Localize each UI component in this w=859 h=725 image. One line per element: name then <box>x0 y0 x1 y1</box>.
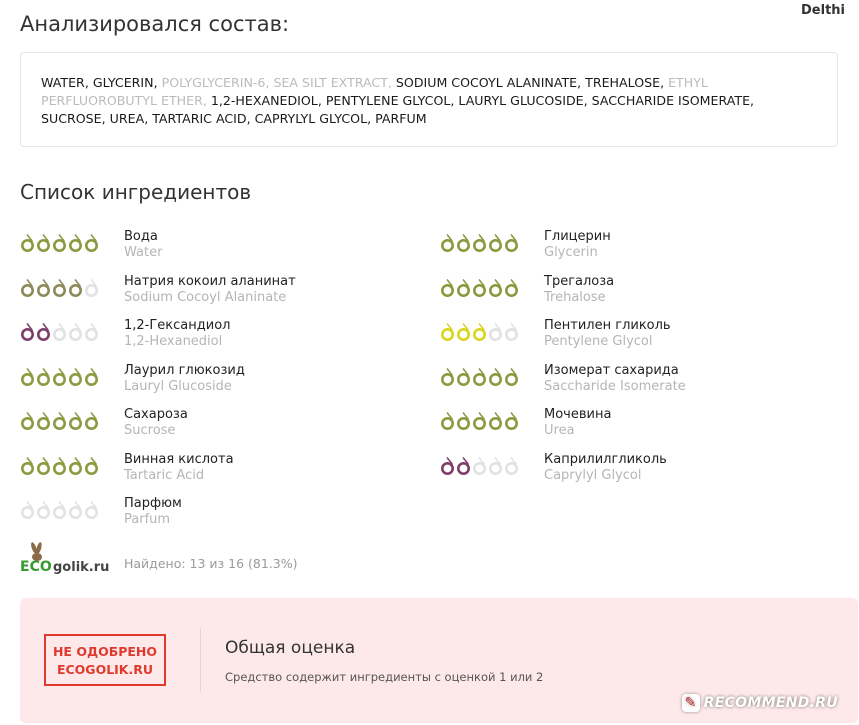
ingredient-name-en: 1,2-Hexanediol <box>124 334 223 349</box>
ingredient-rating <box>440 368 519 390</box>
verdict-divider <box>200 628 201 692</box>
ingredient-name-en: Pentylene Glycol <box>544 334 653 349</box>
drop-icon <box>20 368 35 390</box>
drop-icon <box>20 323 35 345</box>
ingredient-name-ru[interactable]: Винная кислота <box>124 451 234 467</box>
drop-icon <box>504 368 519 390</box>
ingredient-rating <box>20 279 99 301</box>
ingredient-item[interactable] <box>20 229 420 265</box>
drop-icon <box>456 412 471 434</box>
drop-icon <box>84 412 99 434</box>
drop-icon <box>456 323 471 345</box>
drop-icon <box>36 501 51 523</box>
composition-ingredient[interactable]: CAPRYLYL GLYCOL <box>254 111 368 126</box>
composition-ingredient[interactable]: PENTYLENE GLYCOL <box>325 93 451 108</box>
drop-icon <box>20 279 35 301</box>
ingredient-item[interactable] <box>20 407 420 443</box>
ingredient-name-en: Glycerin <box>544 245 598 260</box>
ingredient-name-en: Urea <box>544 423 575 438</box>
drop-icon <box>504 412 519 434</box>
ingredient-name-ru[interactable]: Пентилен гликоль <box>544 318 671 333</box>
drop-icon <box>488 368 503 390</box>
stamp-line-1: НЕ ОДОБРЕНО <box>52 644 158 659</box>
ingredient-name-ru[interactable]: Глицерин <box>544 229 611 244</box>
composition-ingredient: SEA SILT EXTRACT <box>273 75 388 90</box>
drop-icon <box>472 234 487 256</box>
drop-icon <box>52 501 67 523</box>
ingredient-name-en: Sodium Cocoyl Alaninate <box>124 289 287 305</box>
drop-icon <box>472 412 487 434</box>
ingredient-item[interactable] <box>20 274 420 310</box>
recommend-watermark <box>682 694 838 712</box>
ingredient-rating <box>20 457 99 479</box>
drop-icon <box>52 279 67 301</box>
drop-icon <box>84 368 99 390</box>
drop-icon <box>488 412 503 434</box>
drop-icon <box>472 323 487 345</box>
composition-ingredient: POLYGLYCERIN-6 <box>161 75 266 90</box>
drop-icon <box>68 323 83 345</box>
not-approved-stamp <box>44 634 166 686</box>
drop-icon <box>52 234 67 256</box>
ingredient-name-ru[interactable]: Вода <box>124 229 158 244</box>
composition-ingredient[interactable]: UREA <box>109 111 145 126</box>
drop-icon <box>68 457 83 479</box>
ingredient-name-ru[interactable]: Каприлилгликоль <box>544 451 667 467</box>
composition-ingredient[interactable]: TREHALOSE <box>585 75 661 90</box>
composition-title: Анализировался состав: <box>20 12 290 36</box>
ingredient-name-ru[interactable]: Трегалоза <box>544 273 615 289</box>
drop-icon <box>52 368 67 390</box>
drop-icon <box>84 279 99 301</box>
drop-icon <box>440 412 455 434</box>
drop-icon <box>52 323 67 345</box>
verdict-panel <box>20 598 858 723</box>
drop-icon <box>440 279 455 301</box>
composition-ingredient[interactable]: SUCROSE <box>41 111 102 126</box>
recommend-logo-icon: ✎ <box>682 694 700 712</box>
composition-ingredient: ETHYL PERFLUOROBUTYL ETHER <box>41 75 708 108</box>
ingredient-item[interactable] <box>440 363 840 399</box>
verdict-description: Средство содержит ингредиенты с оценкой 1 или 2 <box>225 670 544 684</box>
ingredient-name-en: Lauryl Glucoside <box>124 378 232 394</box>
drop-icon <box>36 323 51 345</box>
ingredient-name-en: Caprylyl Glycol <box>544 467 642 483</box>
ingredient-rating <box>440 234 519 256</box>
ingredients-title: Список ингредиентов <box>20 180 252 204</box>
composition-ingredient[interactable]: SACCHARIDE ISOMERATE <box>591 93 751 108</box>
ingredient-rating <box>20 323 99 345</box>
composition-ingredient[interactable]: GLYCERIN <box>92 75 154 90</box>
drop-icon <box>488 323 503 345</box>
drop-icon <box>456 457 471 479</box>
composition-ingredient[interactable]: LAURYL GLUCOSIDE <box>458 93 584 108</box>
drop-icon <box>440 323 455 345</box>
drop-icon <box>440 457 455 479</box>
ingredient-name-en: Tartaric Acid <box>124 467 205 483</box>
ingredient-rating <box>20 234 99 256</box>
ingredient-name-ru[interactable]: Сахароза <box>124 407 188 422</box>
composition-ingredient[interactable]: TARTARIC ACID <box>152 111 247 126</box>
ingredient-rating <box>20 501 99 523</box>
ingredient-item[interactable] <box>20 318 420 354</box>
ingredient-item[interactable] <box>20 363 420 399</box>
drop-icon <box>472 368 487 390</box>
drop-icon <box>504 279 519 301</box>
drop-icon <box>456 368 471 390</box>
drop-icon <box>68 234 83 256</box>
ingredient-rating <box>440 279 519 301</box>
drop-icon <box>36 368 51 390</box>
drop-icon <box>84 323 99 345</box>
drop-icon <box>504 234 519 256</box>
found-count: Найдено: 13 из 16 (81.3%) <box>124 556 298 571</box>
watermark-text: RECOMMEND.RU <box>703 695 838 711</box>
drop-icon <box>68 368 83 390</box>
drop-icon <box>456 279 471 301</box>
ingredient-name-en: Trehalose <box>544 289 606 305</box>
ingredient-name-en: Saccharide Isomerate <box>544 378 686 394</box>
ingredient-name-ru[interactable]: Изомерат сахарида <box>544 362 679 378</box>
drop-icon <box>36 412 51 434</box>
drop-icon <box>472 279 487 301</box>
ingredient-rating <box>20 368 99 390</box>
drop-icon <box>488 279 503 301</box>
ingredient-item[interactable] <box>440 229 840 265</box>
drop-icon <box>36 457 51 479</box>
drop-icon <box>20 412 35 434</box>
composition-ingredient[interactable]: 1,2-HEXANEDIOL <box>210 93 318 108</box>
drop-icon <box>440 368 455 390</box>
ingredient-rating <box>440 457 519 479</box>
drop-icon <box>68 279 83 301</box>
ingredient-item[interactable] <box>440 274 840 310</box>
ingredient-name-ru[interactable]: Парфюм <box>124 496 182 511</box>
drop-icon <box>20 457 35 479</box>
composition-ingredient[interactable]: SODIUM COCOYL ALANINATE <box>395 75 578 90</box>
composition-ingredient[interactable]: WATER <box>41 75 85 90</box>
ingredient-name-ru[interactable]: Мочевина <box>544 407 612 422</box>
composition-ingredient[interactable]: PARFUM <box>375 111 427 126</box>
drop-icon <box>52 457 67 479</box>
ingredient-item[interactable] <box>440 318 840 354</box>
ingredient-item[interactable] <box>20 496 420 532</box>
ingredient-name-en: Parfum <box>124 512 171 527</box>
drop-icon <box>440 234 455 256</box>
logo-domain-text: golik.ru <box>53 560 110 575</box>
ingredient-name-ru[interactable]: Лаурил глюкозид <box>124 362 245 378</box>
drop-icon <box>504 323 519 345</box>
ingredient-rating <box>20 412 99 434</box>
drop-icon <box>84 501 99 523</box>
drop-icon <box>456 234 471 256</box>
drop-icon <box>36 234 51 256</box>
ingredient-rating <box>440 412 519 434</box>
drop-icon <box>488 234 503 256</box>
drop-icon <box>20 501 35 523</box>
ingredient-name-en: Water <box>124 245 163 260</box>
ingredient-name-en: Sucrose <box>124 423 176 438</box>
ingredient-item[interactable] <box>440 452 840 488</box>
ingredient-item[interactable] <box>20 452 420 488</box>
drop-icon <box>68 501 83 523</box>
ingredient-name-ru[interactable]: Натрия кокоил аланинат <box>124 273 296 289</box>
logo-eco-text: ECO <box>20 559 52 575</box>
drop-icon <box>472 457 487 479</box>
ingredient-rating <box>440 323 519 345</box>
ecogolik-logo[interactable] <box>20 540 110 576</box>
drop-icon <box>84 457 99 479</box>
ingredient-item[interactable] <box>440 407 840 443</box>
drop-icon <box>488 457 503 479</box>
drop-icon <box>68 412 83 434</box>
drop-icon <box>36 279 51 301</box>
stamp-line-2: ECOGOLIK.RU <box>56 662 154 677</box>
ingredient-name-ru[interactable]: 1,2-Гександиол <box>124 318 231 333</box>
composition-box: WATER, GLYCERIN, POLYGLYCERIN-6, SEA SILT EXTRACT, SODIUM COCOYL ALANINATE, TREHALOSE, ETHYL PERFLUOROBUTYL ETHER, 1,2-HEXANEDIOL, PENTYLENE GLYCOL, LAURYL GLUCOSIDE, SACCHARIDE ISOMERATE, SUCROSE, UREA, TARTARIC ACID, CAPRYLYL GLYCOL, PARFUM <box>20 52 838 147</box>
site-brand[interactable]: Delthi <box>801 3 845 18</box>
drop-icon <box>504 457 519 479</box>
drop-icon <box>84 234 99 256</box>
verdict-title: Общая оценка <box>225 638 356 658</box>
drop-icon <box>52 412 67 434</box>
drop-icon <box>20 234 35 256</box>
